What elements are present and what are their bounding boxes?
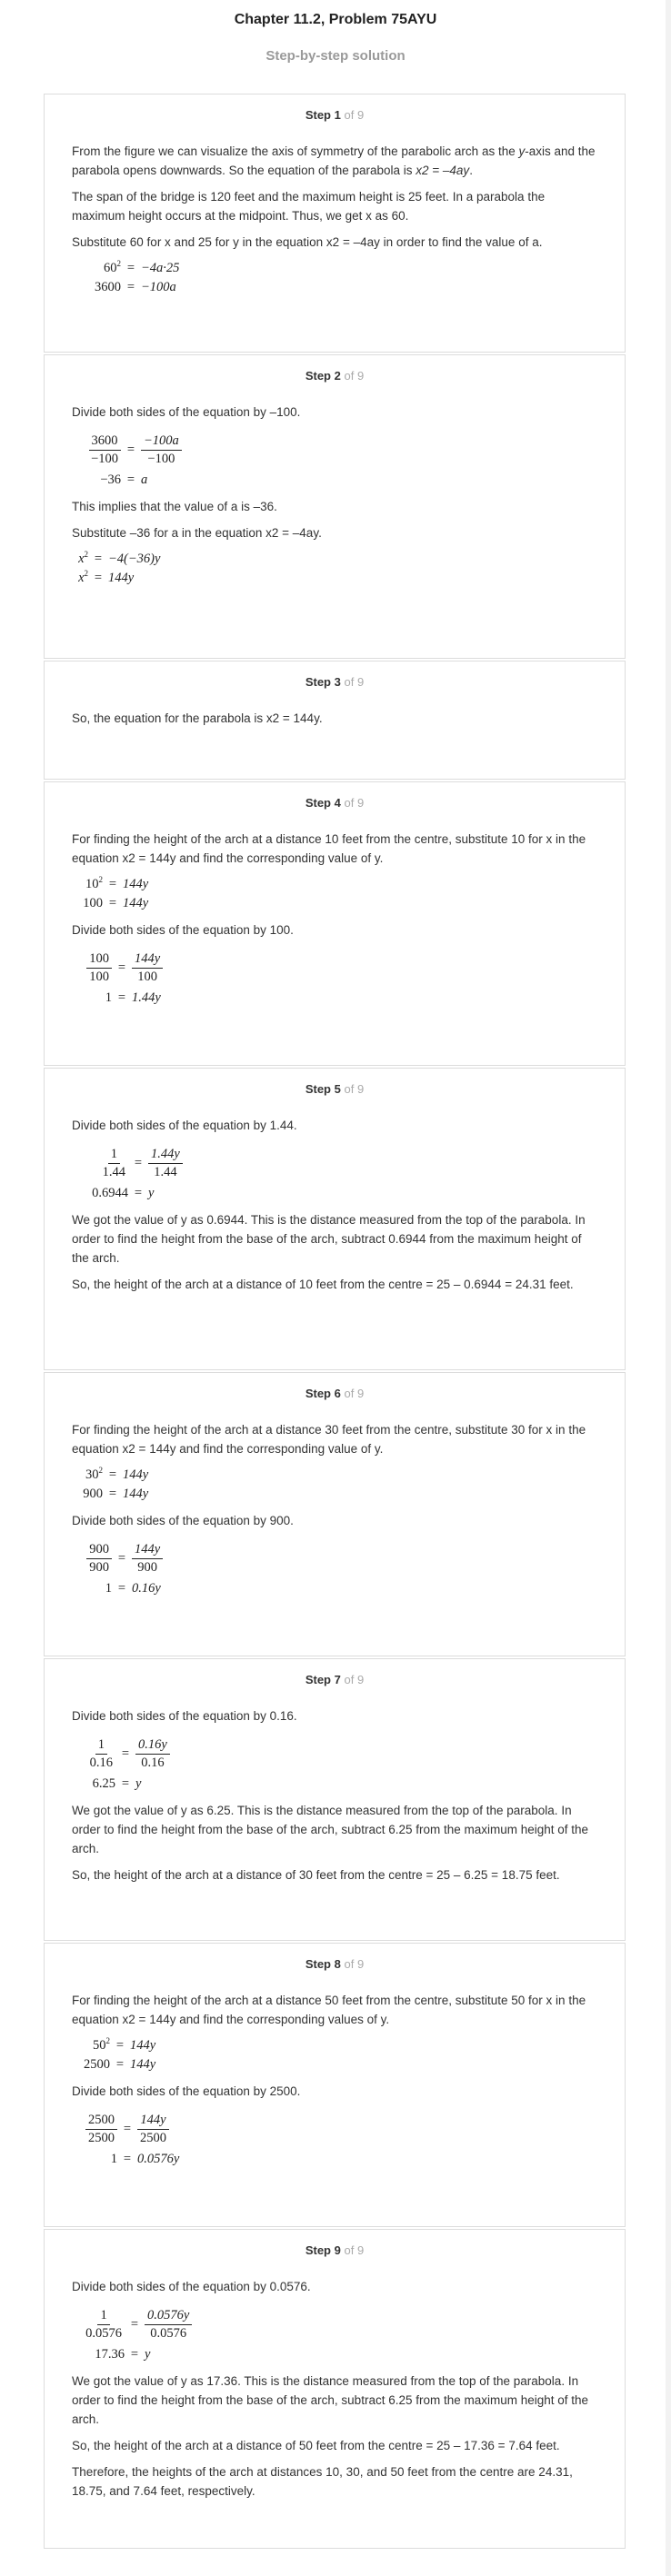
step-heading: Step 3 of 9 <box>305 675 365 689</box>
equation-block: $30^2$ = 144y 900 = 144y <box>83 1466 149 1501</box>
step-text: Divide both sides of the equation by –100. <box>72 405 301 419</box>
equation-block: $\frac{1}{0.16}$ = $\frac{0.16y}{0.16}$ 6.25 = y <box>75 1733 597 1794</box>
step-heading: Step 8 of 9 <box>305 1957 365 1971</box>
equation-block: $\frac{1}{0.0576}$ = $\frac{0.0576y}{0.0576}$ 17.36 = y <box>75 2303 597 2364</box>
step-card-1 <box>44 94 626 353</box>
step-card-8 <box>44 1943 626 2227</box>
step-heading: Step 4 of 9 <box>305 796 365 810</box>
step-text: This implies that the value of a is –36. <box>72 500 277 513</box>
step-heading: Step 7 of 9 <box>305 1673 365 1686</box>
step-heading: Step 5 of 9 <box>305 1082 365 1096</box>
step-text: For finding the height of the arch at a distance 50 feet from the centre, substitute 50 for x in the equation x2 = 144y and find the corresponding values of y. <box>72 1994 586 2026</box>
step-card-4 <box>44 781 626 1066</box>
equation-block: $\frac{900}{900}$ = $\frac{144y}{900}$ 1 = 0.16y <box>75 1537 597 1598</box>
step-text: So, the height of the arch at a distance of 10 feet from the centre = 25 – 0.6944 = 24.31 feet. <box>72 1278 574 1291</box>
step-text: Substitute –36 for a in the equation x2 = –4ay. <box>72 526 322 540</box>
step-text: Divide both sides of the equation by 0.16. <box>72 1709 297 1723</box>
step-text: Divide both sides of the equation by 900. <box>72 1514 294 1527</box>
step-text: So, the height of the arch at a distance of 30 feet from the centre = 25 – 6.25 = 18.75 feet. <box>72 1868 560 1882</box>
equation-block: $\frac{3600}{-100}$ = $\frac{-100a}{-100}$ −36 = a <box>75 429 597 490</box>
step-text: For finding the height of the arch at a distance 30 feet from the centre, substitute 30 for x in the equation x2 = 144y and find the corresponding value of y. <box>72 1423 586 1456</box>
scrollbar[interactable] <box>666 0 671 2576</box>
step-heading: Step 9 of 9 <box>305 2243 365 2257</box>
step-text: So, the height of the arch at a distance of 50 feet from the centre = 25 – 17.36 = 7.64 feet. <box>72 2439 560 2452</box>
equation-block: $\frac{1}{1.44}$ = $\frac{1.44y}{1.44}$ 0.6944 = y <box>75 1142 597 1203</box>
step-text: So, the equation for the parabola is x2 = 144y. <box>72 711 323 725</box>
equation-block: $\frac{100}{100}$ = $\frac{144y}{100}$ 1 = 1.44y <box>75 947 597 1008</box>
equation-block: $\frac{2500}{2500}$ = $\frac{144y}{2500}$ 1 = 0.0576y <box>75 2108 597 2169</box>
step-text: The span of the bridge is 120 feet and the maximum height is 25 feet. In a parabola the maximum height occurs at the midpoint. Thus, we get x as 60. <box>72 190 546 223</box>
equation-block: $60^2$ = −4a·25 3600 = −100a <box>95 259 180 294</box>
step-text: For finding the height of the arch at a distance 10 feet from the centre, substitute 10 for x in the equation x2 = 144y and find the corresponding value of y. <box>72 832 586 865</box>
step-card-2 <box>44 354 626 659</box>
step-text: Therefore, the heights of the arch at distances 10, 30, and 50 feet from the centre are 24.31, 18.75, and 7.64 feet, respectively. <box>72 2465 573 2498</box>
page-title: Chapter 11.2, Problem 75AYU <box>234 12 437 27</box>
step-text: Divide both sides of the equation by 0.0576. <box>72 2280 311 2293</box>
page-subtitle: Step-by-step solution <box>265 48 406 64</box>
step-text: Divide both sides of the equation by 2500. <box>72 2084 301 2098</box>
step-text: From the figure we can visualize the axis of symmetry of the parabolic arch as the y-axis and the parabola opens downwards. So the equation of the parabola is x2 = –4ay. <box>72 144 596 177</box>
step-card-9 <box>44 2229 626 2549</box>
step-text: Divide both sides of the equation by 1.44. <box>72 1119 297 1132</box>
step-text: Divide both sides of the equation by 100. <box>72 923 294 937</box>
step-heading: Step 6 of 9 <box>305 1387 365 1400</box>
step-card-5 <box>44 1068 626 1370</box>
step-card-7 <box>44 1658 626 1941</box>
page-header <box>0 0 671 67</box>
equation-block: $10^2$ = 144y 100 = 144y <box>83 875 149 910</box>
step-card-6 <box>44 1372 626 1656</box>
step-heading: Step 1 of 9 <box>305 108 365 122</box>
step-text: We got the value of y as 17.36. This is the distance measured from the top of the parabola. In order to find the height from the base of the arch, subtract 6.25 from the maximum height of the arch. <box>72 2374 589 2426</box>
equation-block: $x^2$ = −4(−36)y $x^2$ = 144y <box>78 550 161 585</box>
step-heading: Step 2 of 9 <box>305 369 365 383</box>
step-text: Substitute 60 for x and 25 for y in the equation x2 = –4ay in order to find the value of a. <box>72 235 543 249</box>
step-text: We got the value of y as 6.25. This is the distance measured from the top of the parabola. In order to find the height from the base of the arch, subtract 6.25 from the maximum height of the arch. <box>72 1804 589 1855</box>
equation-block: $50^2$ = 144y 2500 = 144y <box>84 2036 156 2072</box>
step-card-3 <box>44 661 626 780</box>
step-text: We got the value of y as 0.6944. This is the distance measured from the top of the parabola. In order to find the height from the base of the arch, subtract 0.6944 from the maximum height of the arch. <box>72 1213 586 1265</box>
